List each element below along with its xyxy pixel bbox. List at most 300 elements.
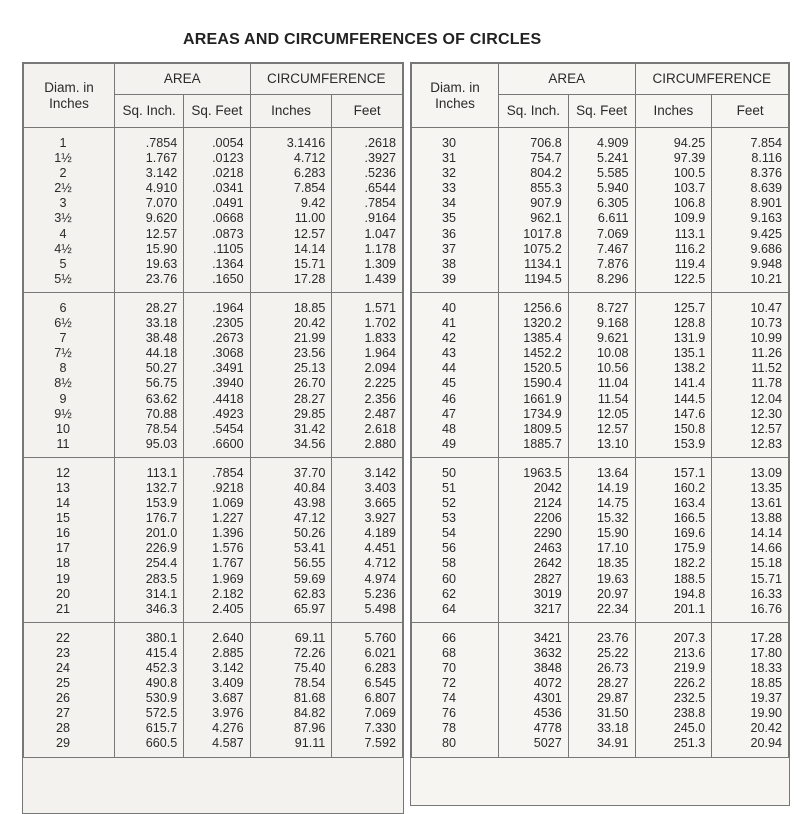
area-sq-feet-cell: 14.19: [568, 481, 635, 496]
circ-inches-cell: 100.5: [635, 166, 712, 181]
circ-feet-cell: 6.545: [332, 676, 403, 691]
header-inches: Inches: [250, 95, 332, 128]
area-sq-inch-cell: 4536: [499, 706, 569, 721]
circ-feet-cell: 10.73: [712, 316, 789, 331]
area-sq-feet-cell: 10.08: [568, 346, 635, 361]
diam-cell: 58: [412, 556, 499, 571]
circ-inches-cell: 194.8: [635, 587, 712, 602]
circ-feet-cell: 12.57: [712, 422, 789, 437]
left-table-panel: [22, 62, 404, 814]
diam-cell: 50: [412, 457, 499, 481]
circ-inches-cell: 169.6: [635, 526, 712, 541]
diam-cell: 35: [412, 211, 499, 226]
area-sq-feet-cell: 34.91: [568, 736, 635, 757]
circ-inches-cell: 91.11: [250, 736, 332, 757]
header-diam: Diam. in Inches: [412, 64, 499, 128]
area-sq-feet-cell: 11.04: [568, 376, 635, 391]
circ-feet-cell: .3927: [332, 151, 403, 166]
area-sq-inch-cell: 615.7: [115, 721, 184, 736]
area-sq-feet-cell: .0873: [184, 227, 250, 242]
area-sq-inch-cell: 1661.9: [499, 392, 569, 407]
area-sq-inch-cell: 132.7: [115, 481, 184, 496]
table-row: [412, 242, 789, 257]
table-row: [24, 676, 403, 691]
area-sq-feet-cell: 6.305: [568, 196, 635, 211]
area-sq-inch-cell: 176.7: [115, 511, 184, 526]
area-sq-inch-cell: 1734.9: [499, 407, 569, 422]
circ-inches-cell: 18.85: [250, 292, 332, 316]
table-row: [24, 736, 403, 757]
circ-inches-cell: 26.70: [250, 376, 332, 391]
left-table-body: [24, 128, 403, 758]
circ-inches-cell: 150.8: [635, 422, 712, 437]
area-sq-inch-cell: 1194.5: [499, 272, 569, 293]
diam-cell: 29: [24, 736, 115, 757]
area-sq-feet-cell: 18.35: [568, 556, 635, 571]
table-row: [24, 526, 403, 541]
table-row: [412, 526, 789, 541]
table-row: [412, 361, 789, 376]
area-sq-inch-cell: 1520.5: [499, 361, 569, 376]
diam-cell: 68: [412, 646, 499, 661]
area-sq-feet-cell: .1964: [184, 292, 250, 316]
circ-feet-cell: 3.927: [332, 511, 403, 526]
area-sq-feet-cell: .5454: [184, 422, 250, 437]
table-row: [412, 676, 789, 691]
area-sq-feet-cell: .0341: [184, 181, 250, 196]
circ-inches-cell: 7.854: [250, 181, 332, 196]
area-sq-feet-cell: 4.587: [184, 736, 250, 757]
circ-feet-cell: 13.09: [712, 457, 789, 481]
table-row: [412, 227, 789, 242]
area-sq-inch-cell: 346.3: [115, 602, 184, 623]
diam-cell: 8: [24, 361, 115, 376]
circ-feet-cell: 11.26: [712, 346, 789, 361]
area-sq-feet-cell: .3940: [184, 376, 250, 391]
circ-inches-cell: 14.14: [250, 242, 332, 257]
area-sq-inch-cell: 15.90: [115, 242, 184, 257]
diam-cell: 56: [412, 541, 499, 556]
diam-cell: 2½: [24, 181, 115, 196]
area-sq-inch-cell: 1256.6: [499, 292, 569, 316]
area-sq-inch-cell: 7.070: [115, 196, 184, 211]
circ-inches-cell: 47.12: [250, 511, 332, 526]
diam-cell: 64: [412, 602, 499, 623]
area-sq-feet-cell: 2.405: [184, 602, 250, 623]
diam-cell: 6½: [24, 316, 115, 331]
circ-inches-cell: 109.9: [635, 211, 712, 226]
circ-inches-cell: 131.9: [635, 331, 712, 346]
area-sq-inch-cell: 1075.2: [499, 242, 569, 257]
table-row: [24, 572, 403, 587]
table-row: [412, 572, 789, 587]
diam-cell: 45: [412, 376, 499, 391]
circ-feet-cell: 7.069: [332, 706, 403, 721]
table-row: [24, 272, 403, 293]
area-sq-feet-cell: 9.168: [568, 316, 635, 331]
area-sq-feet-cell: 5.585: [568, 166, 635, 181]
area-sq-feet-cell: .4418: [184, 392, 250, 407]
header-sq-inch: Sq. Inch.: [115, 95, 184, 128]
diam-cell: 48: [412, 422, 499, 437]
table-row: [24, 257, 403, 272]
table-row: [412, 736, 789, 757]
header-sq-feet: Sq. Feet: [568, 95, 635, 128]
table-row: [24, 691, 403, 706]
circ-feet-cell: 8.116: [712, 151, 789, 166]
circ-feet-cell: 6.021: [332, 646, 403, 661]
table-row: [24, 587, 403, 602]
diam-cell: 37: [412, 242, 499, 257]
diam-cell: 54: [412, 526, 499, 541]
circ-feet-cell: .7854: [332, 196, 403, 211]
diam-cell: 23: [24, 646, 115, 661]
area-sq-feet-cell: .9218: [184, 481, 250, 496]
circ-inches-cell: 141.4: [635, 376, 712, 391]
area-sq-inch-cell: 1452.2: [499, 346, 569, 361]
table-row: [24, 211, 403, 226]
area-sq-feet-cell: 7.069: [568, 227, 635, 242]
area-sq-inch-cell: 3848: [499, 661, 569, 676]
area-sq-feet-cell: .2673: [184, 331, 250, 346]
area-sq-inch-cell: 804.2: [499, 166, 569, 181]
diam-cell: 16: [24, 526, 115, 541]
circ-feet-cell: .9164: [332, 211, 403, 226]
circ-inches-cell: 201.1: [635, 602, 712, 623]
circ-feet-cell: 18.33: [712, 661, 789, 676]
circ-inches-cell: 125.7: [635, 292, 712, 316]
circ-feet-cell: 4.712: [332, 556, 403, 571]
circ-feet-cell: 5.760: [332, 622, 403, 646]
circ-feet-cell: 1.047: [332, 227, 403, 242]
circ-inches-cell: 25.13: [250, 361, 332, 376]
table-row: [24, 422, 403, 437]
circ-feet-cell: 4.451: [332, 541, 403, 556]
header-circumference: CIRCUMFERENCE: [635, 64, 788, 95]
table-row: [412, 721, 789, 736]
area-sq-feet-cell: 20.97: [568, 587, 635, 602]
area-sq-inch-cell: 962.1: [499, 211, 569, 226]
area-sq-feet-cell: .3491: [184, 361, 250, 376]
area-sq-inch-cell: 2206: [499, 511, 569, 526]
area-sq-feet-cell: 6.611: [568, 211, 635, 226]
table-row: [24, 316, 403, 331]
table-row: [24, 166, 403, 181]
table-row: [412, 292, 789, 316]
diam-cell: 72: [412, 676, 499, 691]
diam-cell: 41: [412, 316, 499, 331]
table-row: [24, 602, 403, 623]
circ-inches-cell: 182.2: [635, 556, 712, 571]
area-sq-inch-cell: 1.767: [115, 151, 184, 166]
circ-feet-cell: 10.99: [712, 331, 789, 346]
table-row: [412, 457, 789, 481]
table-row: [24, 292, 403, 316]
circ-inches-cell: 75.40: [250, 661, 332, 676]
table-row: [412, 661, 789, 676]
area-sq-inch-cell: 530.9: [115, 691, 184, 706]
circ-feet-cell: 9.425: [712, 227, 789, 242]
diam-cell: 1: [24, 128, 115, 152]
area-sq-inch-cell: 12.57: [115, 227, 184, 242]
diam-cell: 26: [24, 691, 115, 706]
area-sq-feet-cell: 1.396: [184, 526, 250, 541]
area-sq-feet-cell: 10.56: [568, 361, 635, 376]
circ-feet-cell: 2.618: [332, 422, 403, 437]
circ-inches-cell: 11.00: [250, 211, 332, 226]
table-row: [412, 587, 789, 602]
area-sq-inch-cell: 4.910: [115, 181, 184, 196]
circ-feet-cell: 1.178: [332, 242, 403, 257]
table-row: [24, 556, 403, 571]
table-row: [412, 407, 789, 422]
area-sq-inch-cell: 4778: [499, 721, 569, 736]
table-row: [24, 706, 403, 721]
right-table-body: [412, 128, 789, 758]
circ-inches-cell: 28.27: [250, 392, 332, 407]
circ-inches-cell: 56.55: [250, 556, 332, 571]
diam-cell: 33: [412, 181, 499, 196]
diam-cell: 47: [412, 407, 499, 422]
diam-cell: 12: [24, 457, 115, 481]
circ-feet-cell: 18.85: [712, 676, 789, 691]
diam-cell: 15: [24, 511, 115, 526]
area-sq-inch-cell: 2827: [499, 572, 569, 587]
area-sq-inch-cell: 254.4: [115, 556, 184, 571]
circ-feet-cell: 10.21: [712, 272, 789, 293]
area-sq-feet-cell: 14.75: [568, 496, 635, 511]
area-sq-feet-cell: 9.621: [568, 331, 635, 346]
circles-table-left: [23, 63, 403, 758]
table-row: [24, 151, 403, 166]
circ-inches-cell: 238.8: [635, 706, 712, 721]
circ-feet-cell: .5236: [332, 166, 403, 181]
diam-cell: 24: [24, 661, 115, 676]
circ-inches-cell: 3.1416: [250, 128, 332, 152]
area-sq-feet-cell: 5.940: [568, 181, 635, 196]
area-sq-inch-cell: 63.62: [115, 392, 184, 407]
area-sq-feet-cell: 1.227: [184, 511, 250, 526]
circ-inches-cell: 166.5: [635, 511, 712, 526]
circ-feet-cell: 1.964: [332, 346, 403, 361]
circ-feet-cell: 9.948: [712, 257, 789, 272]
area-sq-feet-cell: 13.64: [568, 457, 635, 481]
table-row: [412, 706, 789, 721]
circ-inches-cell: 20.42: [250, 316, 332, 331]
diam-cell: 2: [24, 166, 115, 181]
area-sq-feet-cell: 8.727: [568, 292, 635, 316]
circ-feet-cell: 2.487: [332, 407, 403, 422]
diam-cell: 21: [24, 602, 115, 623]
circ-feet-cell: 16.76: [712, 602, 789, 623]
area-sq-inch-cell: 70.88: [115, 407, 184, 422]
circ-inches-cell: 144.5: [635, 392, 712, 407]
area-sq-feet-cell: .1650: [184, 272, 250, 293]
circ-inches-cell: 147.6: [635, 407, 712, 422]
circ-feet-cell: 3.665: [332, 496, 403, 511]
table-row: [24, 646, 403, 661]
circ-feet-cell: 2.094: [332, 361, 403, 376]
circ-inches-cell: 72.26: [250, 646, 332, 661]
area-sq-feet-cell: 26.73: [568, 661, 635, 676]
area-sq-feet-cell: 13.10: [568, 437, 635, 458]
diam-cell: 27: [24, 706, 115, 721]
circ-inches-cell: 251.3: [635, 736, 712, 757]
table-row: [24, 496, 403, 511]
area-sq-feet-cell: 12.05: [568, 407, 635, 422]
page-title: AREAS AND CIRCUMFERENCES OF CIRCLES: [183, 31, 542, 48]
circ-feet-cell: 1.833: [332, 331, 403, 346]
area-sq-feet-cell: 3.409: [184, 676, 250, 691]
area-sq-inch-cell: 907.9: [499, 196, 569, 211]
area-sq-inch-cell: 380.1: [115, 622, 184, 646]
area-sq-inch-cell: 3.142: [115, 166, 184, 181]
circ-inches-cell: 31.42: [250, 422, 332, 437]
circ-inches-cell: 160.2: [635, 481, 712, 496]
diam-cell: 22: [24, 622, 115, 646]
circ-inches-cell: 50.26: [250, 526, 332, 541]
area-sq-inch-cell: 9.620: [115, 211, 184, 226]
circ-inches-cell: 81.68: [250, 691, 332, 706]
area-sq-inch-cell: 706.8: [499, 128, 569, 152]
table-row: [412, 437, 789, 458]
diam-cell: 14: [24, 496, 115, 511]
diam-cell: 10: [24, 422, 115, 437]
diam-cell: 42: [412, 331, 499, 346]
diam-cell: 74: [412, 691, 499, 706]
area-sq-inch-cell: 4072: [499, 676, 569, 691]
diam-cell: 7½: [24, 346, 115, 361]
circ-feet-cell: 10.47: [712, 292, 789, 316]
circ-inches-cell: 116.2: [635, 242, 712, 257]
circ-inches-cell: 138.2: [635, 361, 712, 376]
area-sq-feet-cell: 7.467: [568, 242, 635, 257]
area-sq-feet-cell: 1.969: [184, 572, 250, 587]
circ-feet-cell: 1.439: [332, 272, 403, 293]
circ-inches-cell: 188.5: [635, 572, 712, 587]
circ-feet-cell: 20.94: [712, 736, 789, 757]
area-sq-feet-cell: 33.18: [568, 721, 635, 736]
circ-feet-cell: 13.61: [712, 496, 789, 511]
circ-feet-cell: 16.33: [712, 587, 789, 602]
circ-inches-cell: 94.25: [635, 128, 712, 152]
table-row: [412, 556, 789, 571]
area-sq-inch-cell: 226.9: [115, 541, 184, 556]
diam-cell: 5½: [24, 272, 115, 293]
area-sq-inch-cell: 113.1: [115, 457, 184, 481]
area-sq-inch-cell: 3421: [499, 622, 569, 646]
diam-cell: 3½: [24, 211, 115, 226]
circ-feet-cell: 13.35: [712, 481, 789, 496]
circ-feet-cell: 19.37: [712, 691, 789, 706]
area-sq-inch-cell: 490.8: [115, 676, 184, 691]
diam-cell: 60: [412, 572, 499, 587]
area-sq-feet-cell: 12.57: [568, 422, 635, 437]
diam-cell: 78: [412, 721, 499, 736]
area-sq-inch-cell: 1590.4: [499, 376, 569, 391]
circ-inches-cell: 23.56: [250, 346, 332, 361]
circ-feet-cell: 15.18: [712, 556, 789, 571]
table-row: [412, 316, 789, 331]
area-sq-inch-cell: 153.9: [115, 496, 184, 511]
circ-inches-cell: 40.84: [250, 481, 332, 496]
area-sq-feet-cell: 1.069: [184, 496, 250, 511]
circ-inches-cell: 103.7: [635, 181, 712, 196]
header-feet: Feet: [332, 95, 403, 128]
area-sq-feet-cell: 3.687: [184, 691, 250, 706]
diam-cell: 36: [412, 227, 499, 242]
diam-cell: 28: [24, 721, 115, 736]
table-row: [412, 211, 789, 226]
circ-feet-cell: 4.974: [332, 572, 403, 587]
area-sq-feet-cell: 23.76: [568, 622, 635, 646]
area-sq-feet-cell: 3.976: [184, 706, 250, 721]
circ-inches-cell: 175.9: [635, 541, 712, 556]
area-sq-inch-cell: 1385.4: [499, 331, 569, 346]
circ-feet-cell: 9.686: [712, 242, 789, 257]
circ-inches-cell: 226.2: [635, 676, 712, 691]
table-row: [412, 602, 789, 623]
diam-cell: 11: [24, 437, 115, 458]
area-sq-inch-cell: 1809.5: [499, 422, 569, 437]
circ-inches-cell: 113.1: [635, 227, 712, 242]
diam-cell: 51: [412, 481, 499, 496]
circ-feet-cell: 2.356: [332, 392, 403, 407]
area-sq-inch-cell: 2642: [499, 556, 569, 571]
table-row: [24, 346, 403, 361]
diam-cell: 4½: [24, 242, 115, 257]
circ-feet-cell: 17.80: [712, 646, 789, 661]
diam-cell: 18: [24, 556, 115, 571]
circ-inches-cell: 245.0: [635, 721, 712, 736]
area-sq-inch-cell: 855.3: [499, 181, 569, 196]
area-sq-feet-cell: 31.50: [568, 706, 635, 721]
table-row: [412, 151, 789, 166]
table-row: [24, 511, 403, 526]
diam-cell: 62: [412, 587, 499, 602]
table-row: [24, 457, 403, 481]
area-sq-inch-cell: 33.18: [115, 316, 184, 331]
diam-cell: 9: [24, 392, 115, 407]
diam-cell: 39: [412, 272, 499, 293]
circ-feet-cell: 5.236: [332, 587, 403, 602]
circ-inches-cell: 213.6: [635, 646, 712, 661]
table-row: [412, 691, 789, 706]
table-row: [412, 181, 789, 196]
circ-feet-cell: 8.901: [712, 196, 789, 211]
table-row: [412, 272, 789, 293]
diam-cell: 5: [24, 257, 115, 272]
circ-inches-cell: 207.3: [635, 622, 712, 646]
circ-inches-cell: 157.1: [635, 457, 712, 481]
area-sq-feet-cell: 2.182: [184, 587, 250, 602]
table-row: [24, 721, 403, 736]
circ-feet-cell: 7.592: [332, 736, 403, 757]
header-area: AREA: [115, 64, 251, 95]
area-sq-inch-cell: 314.1: [115, 587, 184, 602]
area-sq-feet-cell: 11.54: [568, 392, 635, 407]
circ-inches-cell: 135.1: [635, 346, 712, 361]
table-row: [24, 407, 403, 422]
area-sq-inch-cell: 44.18: [115, 346, 184, 361]
area-sq-feet-cell: 2.640: [184, 622, 250, 646]
area-sq-inch-cell: 2290: [499, 526, 569, 541]
circ-inches-cell: 34.56: [250, 437, 332, 458]
circ-feet-cell: 14.14: [712, 526, 789, 541]
area-sq-feet-cell: .1105: [184, 242, 250, 257]
circ-feet-cell: 6.283: [332, 661, 403, 676]
area-sq-inch-cell: 2124: [499, 496, 569, 511]
